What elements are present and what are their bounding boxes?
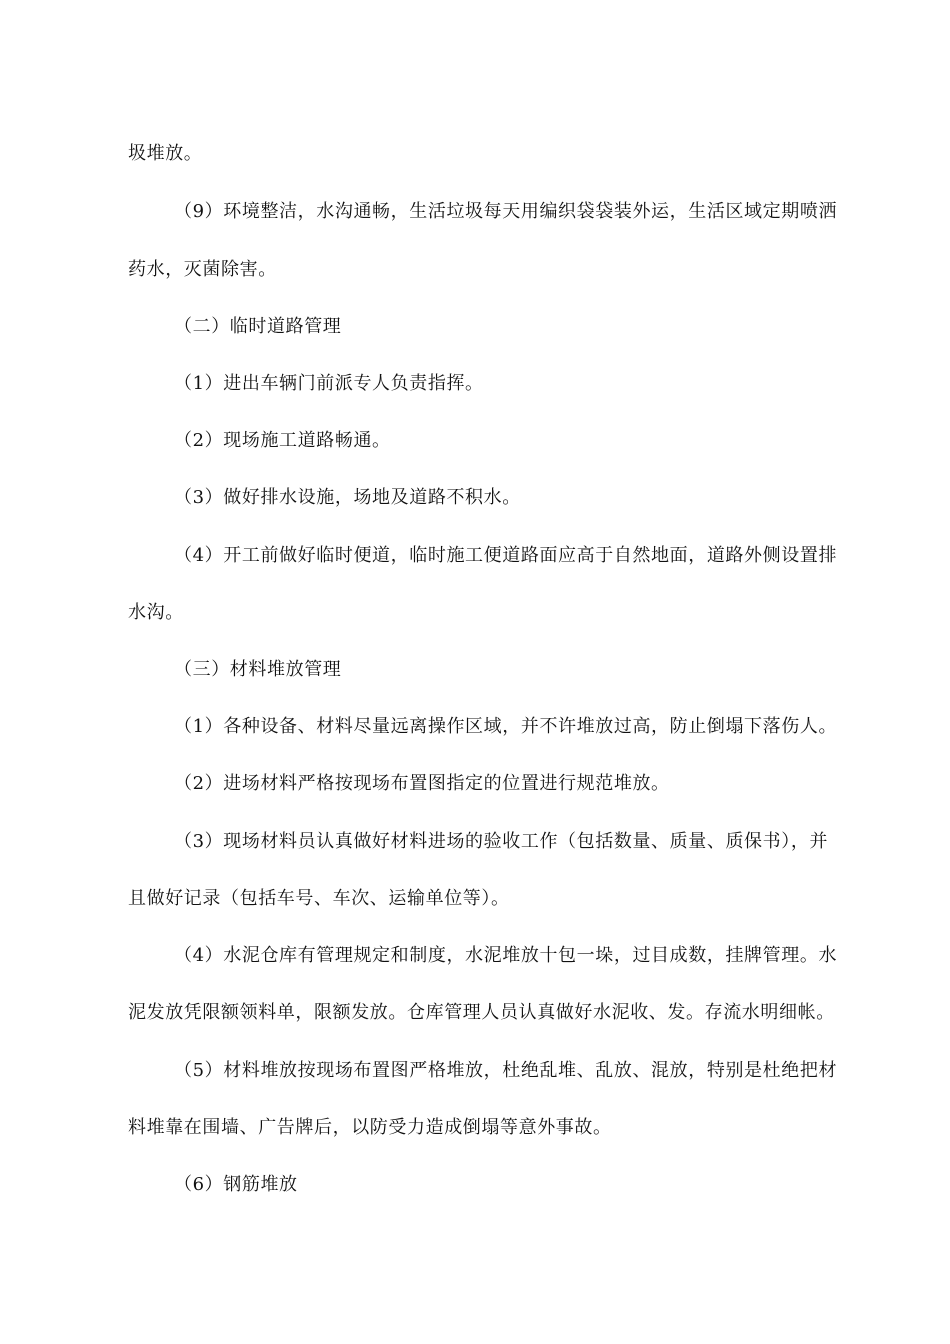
paragraph-item-1: （1）进出车辆门前派专人负责指挥。 <box>174 373 484 394</box>
section-heading-material-storage: （三）材料堆放管理 <box>174 659 342 680</box>
paragraph-continuation: 泥发放凭限额领料单，限额发放。仓库管理人员认真做好水泥收、发。存流水明细帐。 <box>128 1002 835 1023</box>
section-heading-temporary-roads: （二）临时道路管理 <box>174 316 342 337</box>
paragraph-continuation: 圾堆放。 <box>128 143 203 164</box>
paragraph-item-9: （9）环境整洁，水沟通畅，生活垃圾每天用编织袋袋装外运，生活区域定期喷洒 <box>174 201 838 222</box>
paragraph-continuation: 且做好记录（包括车号、车次、运输单位等）。 <box>128 888 510 909</box>
paragraph-item-5: （5）材料堆放按现场布置图严格堆放，杜绝乱堆、乱放、混放，特别是杜绝把材 <box>174 1060 838 1081</box>
paragraph-item-2: （2）现场施工道路畅通。 <box>174 430 391 451</box>
paragraph-item-3: （3）现场材料员认真做好材料进场的验收工作（包括数量、质量、质保书），并 <box>174 831 829 852</box>
paragraph-item-1: （1）各种设备、材料尽量远离操作区域，并不许堆放过高，防止倒塌下落伤人。 <box>174 716 838 737</box>
paragraph-continuation: 水沟。 <box>128 602 184 623</box>
paragraph-item-3: （3）做好排水设施，场地及道路不积水。 <box>174 487 521 508</box>
paragraph-continuation: 料堆靠在围墙、广告牌后，以防受力造成倒塌等意外事故。 <box>128 1117 612 1138</box>
paragraph-item-4: （4）开工前做好临时便道，临时施工便道路面应高于自然地面，道路外侧设置排 <box>174 545 838 566</box>
paragraph-continuation: 药水，灭菌除害。 <box>128 259 277 280</box>
paragraph-item-2: （2）进场材料严格按现场布置图指定的位置进行规范堆放。 <box>174 773 670 794</box>
paragraph-item-4: （4）水泥仓库有管理规定和制度，水泥堆放十包一垛，过目成数，挂牌管理。水 <box>174 945 838 966</box>
paragraph-item-6: （6）钢筋堆放 <box>174 1174 298 1195</box>
